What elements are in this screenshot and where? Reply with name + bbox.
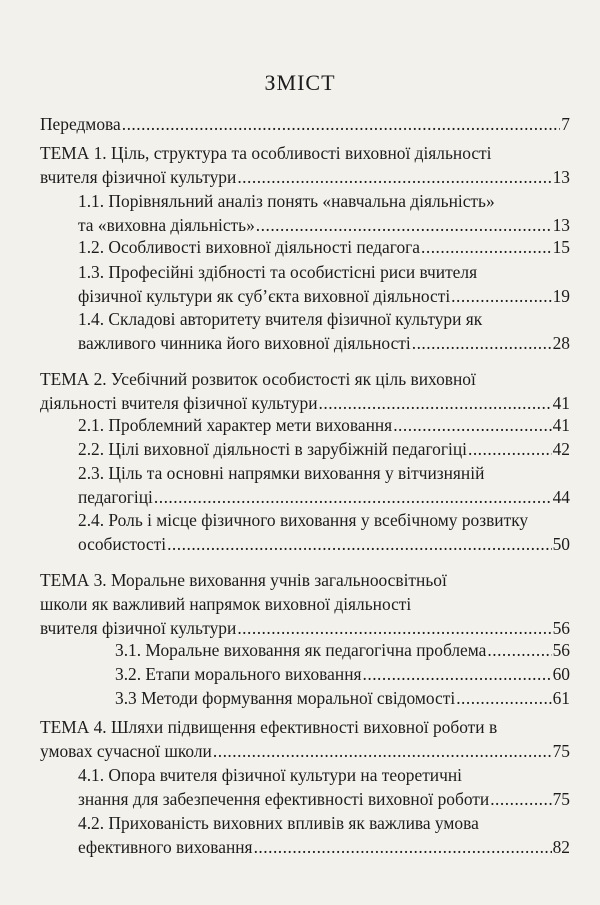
dot-leader — [393, 413, 551, 437]
page-number: 7 — [561, 114, 570, 134]
page-number: 15 — [552, 237, 570, 257]
dot-leader — [490, 787, 551, 811]
toc-entry-text: 2.1. Проблемний характер мети виховання — [78, 415, 393, 435]
page-number: 19 — [552, 286, 570, 306]
dot-leader — [451, 284, 551, 308]
dot-leader — [213, 739, 552, 763]
page-number: 42 — [552, 439, 570, 459]
dot-leader — [421, 235, 552, 259]
toc-entry-text: Передмова — [40, 114, 121, 134]
toc-entry-text: ефективного виховання — [78, 837, 253, 857]
toc-entry-text: ТЕМА 3. Моральне виховання учнів загальноосвітньої — [40, 570, 447, 590]
toc-entry-text: 1.3. Професійні здібності та особистісні риси вчителя — [78, 262, 478, 282]
page-number: 13 — [552, 215, 570, 235]
page-number: 61 — [552, 688, 570, 708]
toc-entry-text: школи як важливий напрямок виховної діяльності — [40, 594, 412, 614]
toc-entry-text: та «виховна діяльність» — [78, 215, 255, 235]
page-number: 82 — [552, 837, 570, 857]
page-number: 50 — [552, 534, 570, 554]
toc-entry-text: 1.4. Складові авторитету вчителя фізичної культури як — [78, 309, 483, 329]
toc-entry-text: 2.3. Ціль та основні напрямки виховання у вітчизняній — [78, 463, 485, 483]
page-number: 75 — [552, 741, 570, 761]
toc-entry-text: ТЕМА 2. Усебічний розвиток особистості як ціль виховної — [40, 369, 476, 389]
dot-leader — [456, 686, 551, 710]
dot-leader — [254, 835, 552, 859]
page-number: 56 — [552, 640, 570, 660]
toc-entry-text: 2.4. Роль і місце фізичного виховання у всебічному розвитку — [78, 510, 529, 530]
dot-leader — [487, 638, 551, 662]
dot-leader — [468, 437, 552, 461]
dot-leader — [363, 662, 552, 686]
toc-entry-text: 3.1. Моральне виховання як педагогічна проблема — [115, 640, 487, 660]
toc-entry-text: умовах сучасної школи — [40, 741, 212, 761]
toc-entry-text: 4.1. Опора вчителя фізичної культури на теоретичні — [78, 765, 462, 785]
toc-entry-text: вчителя фізичної культури — [40, 618, 237, 638]
dot-leader — [122, 112, 561, 136]
toc-entry-text: ТЕМА 1. Ціль, структура та особливості виховної діяльності — [40, 143, 492, 163]
dot-leader — [167, 532, 552, 556]
page-number: 44 — [552, 487, 570, 507]
dot-leader — [319, 391, 552, 415]
page-number: 60 — [552, 664, 570, 684]
toc-entry-text: 3.3 Методи формування моральної свідомості — [115, 688, 456, 708]
dot-leader — [154, 485, 552, 509]
toc-entry-text: педагогіці — [78, 487, 153, 507]
toc-entry-text: 1.2. Особливості виховної діяльності педагога — [78, 237, 420, 257]
toc-entry-text: фізичної культури як суб’єкта виховної діяльності — [78, 286, 451, 306]
toc-entry-text: 4.2. Прихованість виховних впливів як важлива умова — [78, 813, 479, 833]
toc-entry-text: 3.2. Етапи морального виховання — [115, 664, 362, 684]
toc-entry-text: діяльності вчителя фізичної культури — [40, 393, 318, 413]
dot-leader — [256, 213, 552, 237]
toc-entry-text: знання для забезпечення ефективності виховної роботи — [78, 789, 490, 809]
toc-entry-text: 1.1. Порівняльний аналіз понять «навчальна діяльність» — [78, 191, 495, 211]
page-number: 28 — [552, 333, 570, 353]
toc-entry-text: важливого чинника його виховної діяльності — [78, 333, 411, 353]
page-number: 13 — [552, 167, 570, 187]
toc-entry-text: ТЕМА 4. Шляхи підвищення ефективності виховної роботи в — [40, 717, 498, 737]
toc-entry-text: особистості — [78, 534, 167, 554]
dot-leader — [237, 616, 551, 640]
toc-entry-text: вчителя фізичної культури — [40, 167, 237, 187]
page-number: 56 — [552, 618, 570, 638]
page-number: 41 — [552, 415, 570, 435]
dot-leader — [237, 165, 551, 189]
page-number: 41 — [552, 393, 570, 413]
toc-entry-text: 2.2. Цілі виховної діяльності в зарубіжній педагогіці — [78, 439, 467, 459]
page-number: 75 — [552, 789, 570, 809]
dot-leader — [412, 331, 552, 355]
page-title: ЗМІСТ — [264, 70, 336, 95]
